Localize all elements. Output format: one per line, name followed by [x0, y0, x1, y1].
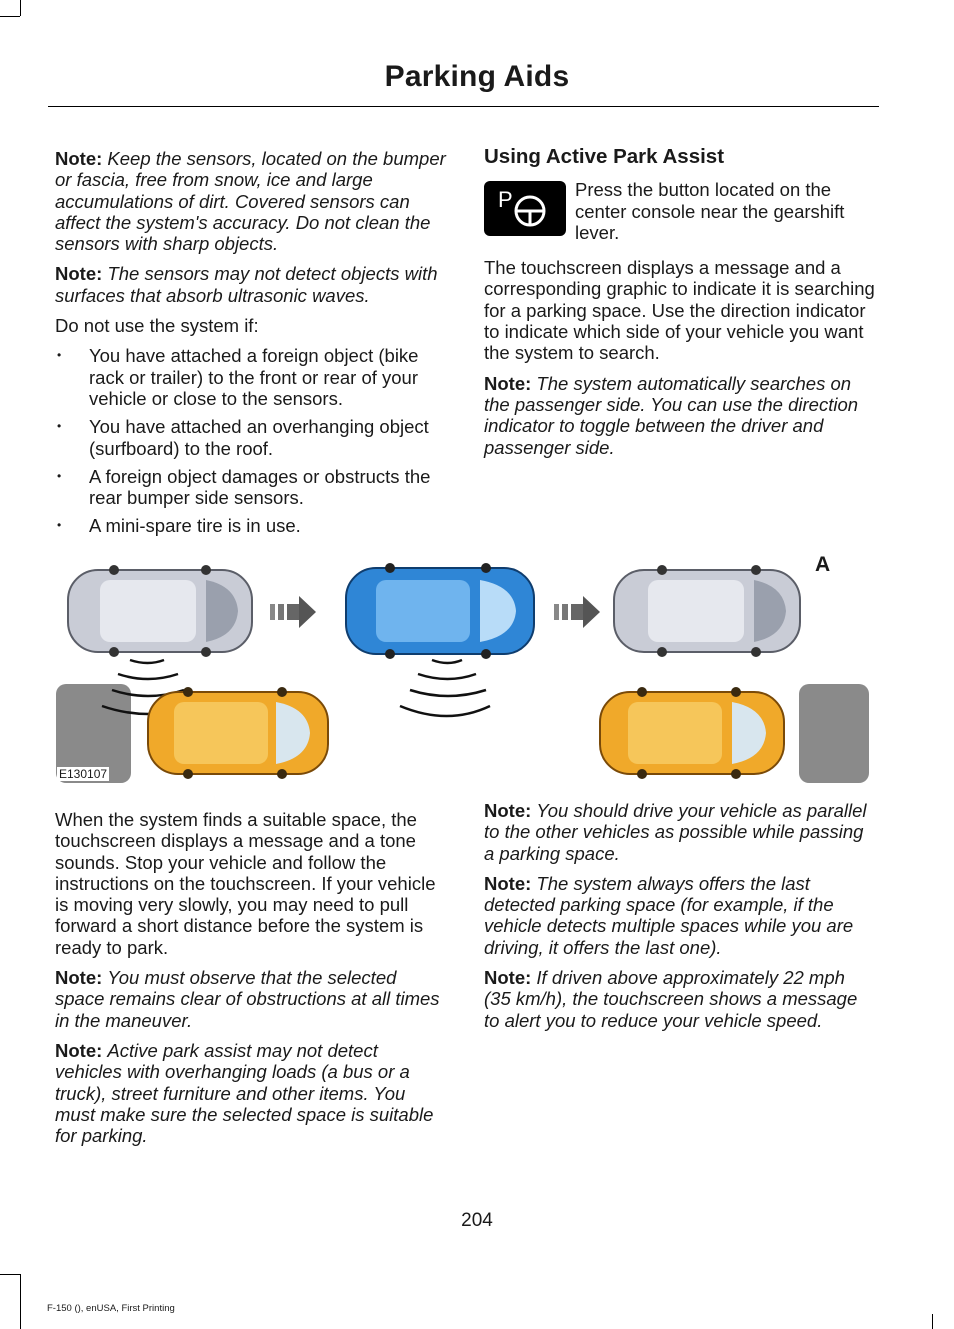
note-text: The system automatically searches on the passenger side. You can use the direction indicator to toggle between the driver and passenger side.: [484, 372, 859, 458]
header-rule: [48, 106, 879, 107]
figure-callout: A: [815, 553, 831, 576]
list-item: • A foreign object damages or obstructs the rear bumper side sensors.: [55, 466, 447, 509]
note-paragraph: [55, 148, 447, 254]
note-label: Note:: [55, 967, 103, 989]
note-text: The system always offers the last detected parking space (for example, if the vehicle detects multiple spaces while you are driving, it offers the last one).: [484, 872, 854, 958]
crop-mark: [0, 16, 20, 17]
crop-mark: [932, 1314, 933, 1329]
note-label: Note:: [55, 1039, 103, 1061]
intro-text: Do not use the system if:: [55, 315, 259, 337]
parked-car-icon: [600, 687, 784, 779]
note-paragraph: [55, 1040, 447, 1146]
arrow-right-icon: [554, 596, 600, 628]
page-number: 204: [461, 1210, 493, 1231]
list-item: • You have attached an overhanging object (surfboard) to the roof.: [55, 416, 447, 459]
parking-diagram-illustration: [56, 556, 869, 783]
note-text: Active park assist may not detect vehicles with overhanging loads (a bus or a truck), street furniture and other items. You must make sure the selected space is suitable for parking.: [55, 1039, 434, 1147]
curb-right: [799, 684, 869, 783]
note-label: Note:: [55, 263, 103, 285]
note-text: You should drive your vehicle as parallel to the other vehicles as possible while passing a parking space.: [484, 800, 867, 864]
note-paragraph: [55, 263, 447, 306]
list-item: • You have attached a foreign object (bike rack or trailer) to the front or rear of your vehicle or close to the sensors.: [55, 345, 447, 409]
crop-mark: [20, 1274, 21, 1329]
note-paragraph: [484, 873, 876, 958]
note-paragraph: [484, 800, 876, 864]
list-item: • A mini-spare tire is in use.: [55, 515, 447, 536]
right-column: [484, 146, 876, 467]
note-text: Keep the sensors, located on the bumper or fascia, free from snow, ice and large accumulations of dirt. Covered sensors can affect the system's accuracy. Do not clean the sensors with sharp objects.: [55, 148, 446, 255]
note-paragraph: [484, 373, 876, 458]
note-text: If driven above approximately 22 mph (35 km/h), the touchscreen shows a message to alert you to reduce your vehicle speed.: [484, 967, 858, 1031]
crop-mark: [20, 0, 21, 16]
searching-car-icon: [346, 563, 534, 659]
page-title: Parking Aids: [384, 60, 570, 93]
bullet-list: [55, 345, 447, 536]
bottom-left-column: [55, 809, 447, 1155]
note-text: You must observe that the selected space remains clear of obstructions at all times in the maneuver.: [55, 967, 440, 1031]
note-label: Note:: [55, 148, 103, 169]
arrow-right-icon: [270, 596, 316, 628]
note-text: The sensors may not detect objects with surfaces that absorb ultrasonic waves.: [55, 263, 438, 306]
parked-car-icon: [68, 565, 252, 657]
figure-id-label: E130107: [59, 767, 108, 781]
note-label: Note:: [484, 800, 532, 821]
parking-diagram: [56, 553, 869, 783]
park-assist-button-icon: [484, 181, 566, 236]
note-label: Note:: [484, 372, 532, 394]
crop-mark: [0, 1274, 20, 1275]
button-instruction-text: Press the button located on the center console near the gearshift lever.: [575, 179, 845, 243]
bottom-right-column: [484, 800, 876, 1040]
parked-car-icon: [614, 565, 800, 657]
body-paragraph: When the system finds a suitable space, the touchscreen displays a message and a tone sounds. Stop your vehicle and follow the instructions on the touchscreen. If your vehicle is moving very slowly, you may need to pull forward a short distance before the system is ready to park.: [55, 809, 436, 958]
button-instruction: [484, 179, 876, 243]
section-heading: Using Active Park Assist: [484, 145, 725, 168]
note-label: Note:: [484, 872, 532, 894]
footer-text: F-150 (), enUSA, First Printing: [47, 1303, 175, 1314]
note-label: Note:: [484, 967, 532, 989]
note-paragraph: [484, 967, 876, 1031]
left-column: [55, 148, 447, 544]
body-paragraph: The touchscreen displays a message and a corresponding graphic to indicate it is searching for a parking space. Use the direction indicator to indicate which side of your vehicle you want the system to search.: [484, 257, 875, 364]
icon-letter: P: [498, 187, 513, 213]
note-paragraph: [55, 967, 447, 1031]
parked-car-icon: [148, 687, 328, 779]
sensor-wave-icon: [400, 660, 490, 716]
